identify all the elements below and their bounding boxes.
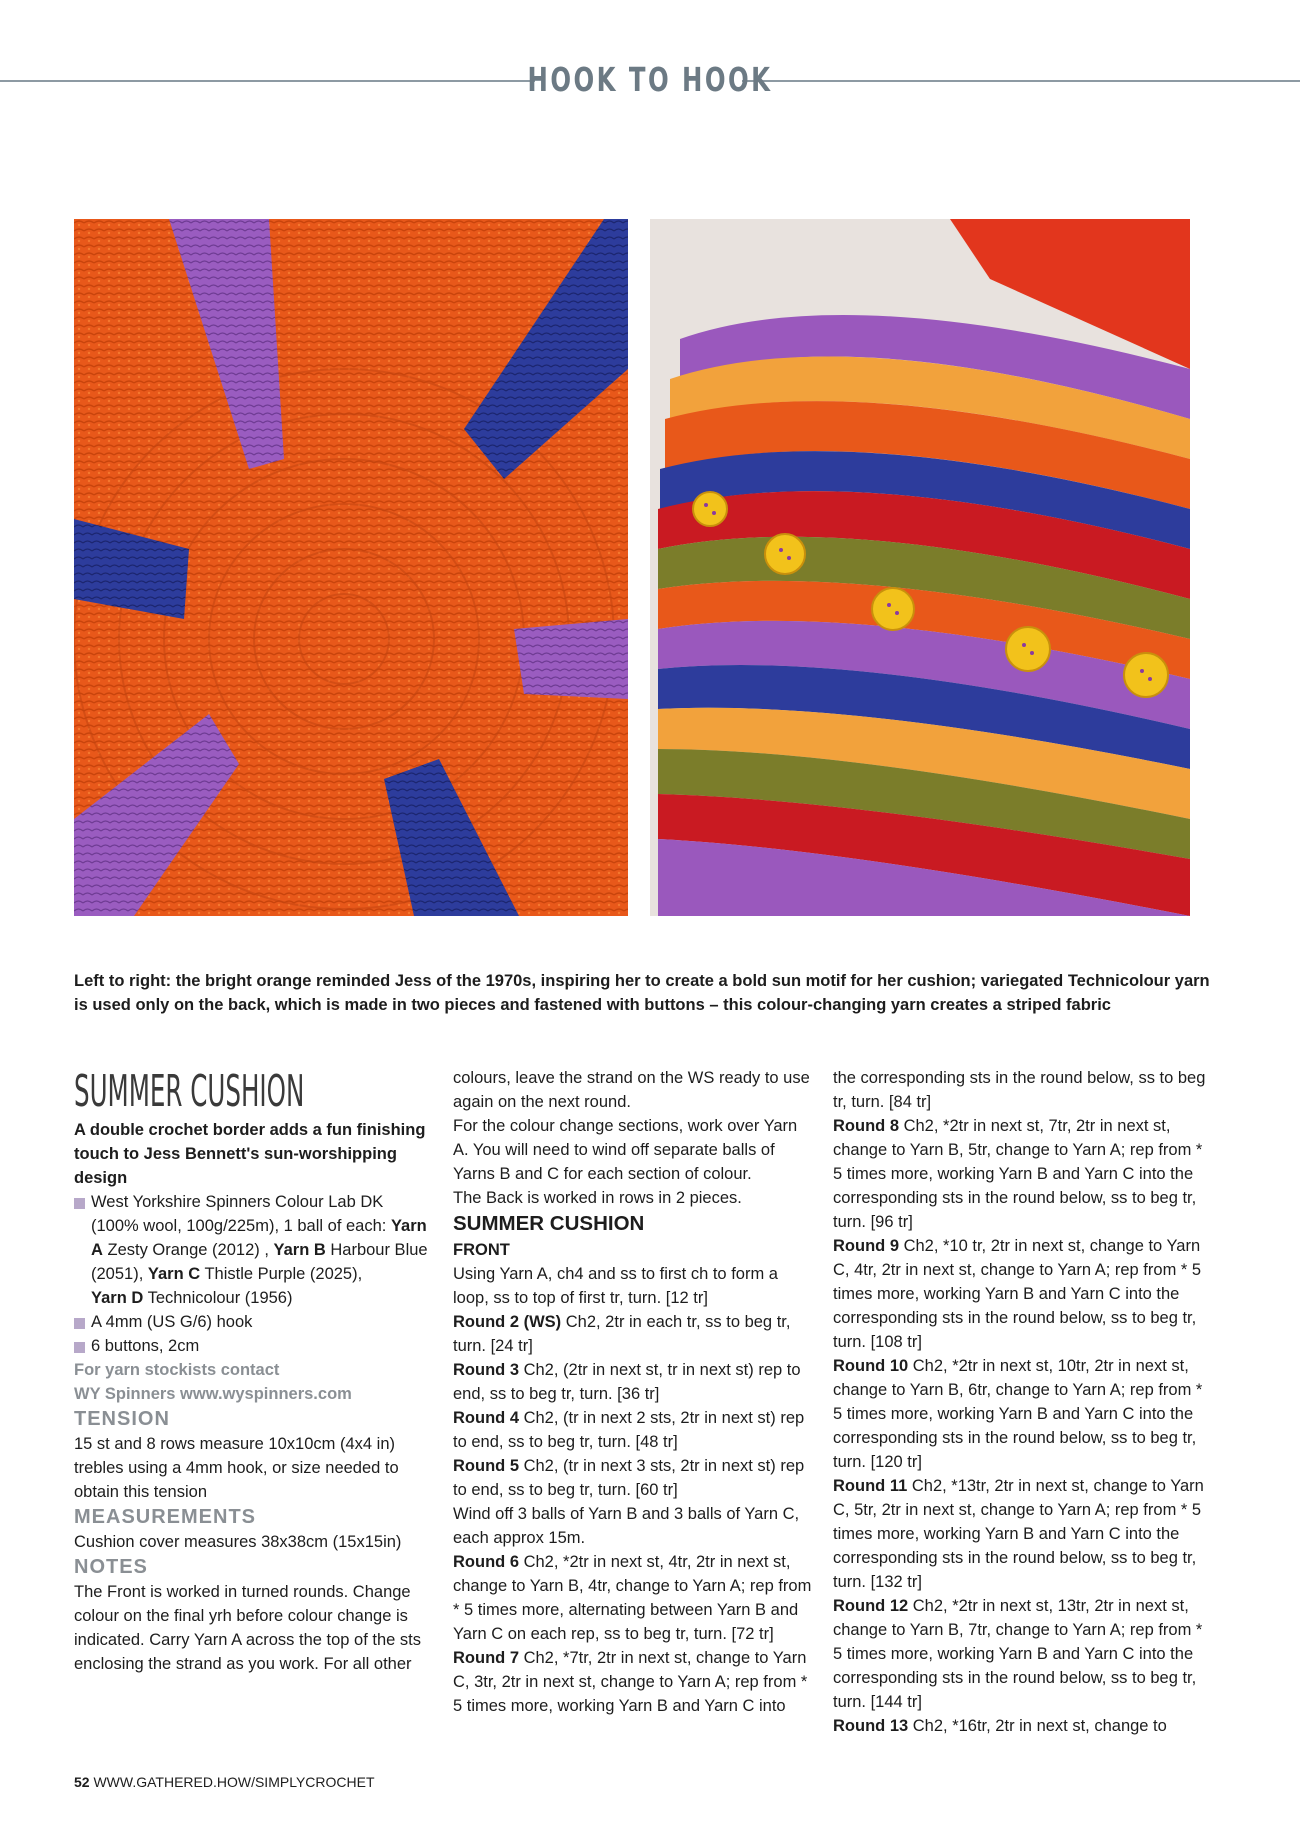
stockists-line-2[interactable]: WY Spinners www.wyspinners.com bbox=[74, 1385, 352, 1403]
round-label: Round 13 bbox=[833, 1717, 909, 1735]
round-instruction bbox=[833, 1114, 1208, 1234]
yarn-d-text: Technicolour (1956) bbox=[143, 1289, 293, 1307]
yarn-intro: West Yorkshire Spinners Colour Lab DK (100% wool, 100g/225m), 1 ball of each: bbox=[91, 1193, 391, 1235]
round-label: Round 11 bbox=[833, 1477, 908, 1495]
striped-cushion-back-photo bbox=[650, 219, 1190, 916]
round-text: Ch2, *16tr, 2tr in next st, change to bbox=[908, 1717, 1167, 1735]
notes-heading: NOTES bbox=[74, 1556, 148, 1578]
intro-paragraph-1: colours, leave the strand on the WS ready to use again on the next round. bbox=[453, 1069, 810, 1111]
round-instruction bbox=[453, 1358, 815, 1406]
wind-off-instruction: Wind off 3 balls of Yarn B and 3 balls of Yarn C, each approx 15m. bbox=[453, 1505, 800, 1547]
yarn-b-text: Harbour Blue (2051), bbox=[91, 1241, 428, 1283]
round-text: Ch2, (tr in next 2 sts, 2tr in next st) rep to end, ss to beg tr, turn. [48 tr] bbox=[453, 1409, 805, 1451]
pattern-title: SUMMER CUSHION bbox=[74, 1066, 305, 1117]
pattern-subtitle: A double crochet border adds a fun finishing touch to Jess Bennett's sun-worshipping design bbox=[74, 1121, 426, 1187]
materials-item-yarn bbox=[74, 1190, 434, 1310]
sun-cushion-photo bbox=[74, 219, 628, 916]
round-instruction bbox=[453, 1310, 815, 1358]
measurements-heading: MEASUREMENTS bbox=[74, 1506, 257, 1528]
tension-text: 15 st and 8 rows measure 10x10cm (4x4 in) trebles using a 4mm hook, or size needed to obtain this tension bbox=[74, 1435, 399, 1501]
round-text: Ch2, (tr in next 3 sts, 2tr in next st) rep to end, ss to beg tr, turn. [60 tr] bbox=[453, 1457, 805, 1499]
yarn-c-label: Yarn C bbox=[147, 1265, 201, 1283]
round-text: Ch2, *2tr in next st, 4tr, 2tr in next st, change to Yarn B, 4tr, change to Yarn A; rep from * 5 times more, alternating between Yarn B and Yarn C on each rep, ss to beg tr, turn. [72 tr] bbox=[453, 1553, 812, 1643]
continued-text: the corresponding sts in the round below, ss to beg tr, turn. [84 tr] bbox=[833, 1069, 1206, 1111]
round-label: Round 3 bbox=[453, 1361, 519, 1379]
round-label: Round 2 (WS) bbox=[453, 1313, 562, 1331]
yarn-a-label: Yarn A bbox=[91, 1217, 427, 1259]
yarn-c-text: Thistle Purple (2025), bbox=[200, 1265, 363, 1283]
yarn-a-text: Zesty Orange (2012) , bbox=[102, 1241, 274, 1259]
round-label: Round 5 bbox=[453, 1457, 519, 1475]
round-text: Ch2, *2tr in next st, 13tr, 2tr in next st, change to Yarn B, 7tr, change to Yarn A; rep from * 5 times more, working Yarn B and Yarn C into the corresponding sts in the round below, ss to beg tr, turn. [144 tr] bbox=[833, 1597, 1203, 1711]
round-label: Round 7 bbox=[453, 1649, 519, 1667]
round-label: Round 8 bbox=[833, 1117, 899, 1135]
materials-item-buttons: 6 buttons, 2cm bbox=[74, 1334, 434, 1358]
tension-heading: TENSION bbox=[74, 1408, 170, 1430]
round-label: Round 10 bbox=[833, 1357, 909, 1375]
column-1 bbox=[74, 1066, 434, 1676]
stockists-line-1: For yarn stockists contact bbox=[74, 1361, 280, 1379]
round-instruction bbox=[453, 1646, 815, 1718]
round-text: Ch2, *7tr, 2tr in next st, change to Yarn C, 3tr, 2tr in next st, change to Yarn A; rep from * 5 times more, working Yarn B and Yarn C into bbox=[453, 1649, 808, 1715]
round-label: Round 6 bbox=[453, 1553, 519, 1571]
materials-item-hook: A 4mm (US G/6) hook bbox=[74, 1310, 434, 1334]
column-3 bbox=[833, 1066, 1208, 1738]
intro-paragraph-3: The Back is worked in rows in 2 pieces. bbox=[453, 1189, 742, 1207]
photo-caption: Left to right: the bright orange reminded Jess of the 1970s, inspiring her to create a bold sun motif for her cushion; variegated Technicolour yarn is used only on the back, which is made in two pieces and fastened with buttons – this colour-changing yarn creates a striped fabric bbox=[74, 972, 1210, 1014]
notes-text: The Front is worked in turned rounds. Change colour on the final yrh before colour change is indicated. Carry Yarn A across the top of the sts enclosing the strand as you work. For all other bbox=[74, 1583, 421, 1673]
section-title: HOOK TO HOOK bbox=[527, 60, 773, 99]
yarn-b-label: Yarn B bbox=[273, 1241, 326, 1259]
intro-paragraph-2: For the colour change sections, work over Yarn A. You will need to wind off separate balls of Yarns B and C for each section of colour. bbox=[453, 1117, 798, 1183]
column-2 bbox=[453, 1066, 815, 1718]
round-text: Ch2, *2tr in next st, 7tr, 2tr in next st, change to Yarn B, 5tr, change to Yarn A; rep from * 5 times more, working Yarn B and Yarn C into the corresponding sts in the round below, ss to beg tr, turn. [96 tr] bbox=[833, 1117, 1203, 1231]
pattern-heading: SUMMER CUSHION bbox=[453, 1212, 645, 1235]
round-text: Ch2, (2tr in next st, tr in next st) rep to end, ss to beg tr, turn. [36 tr] bbox=[453, 1361, 801, 1403]
round-label: Round 4 bbox=[453, 1409, 519, 1427]
round-1-instruction: Using Yarn A, ch4 and ss to first ch to form a loop, ss to top of first tr, turn. [12 tr] bbox=[453, 1265, 778, 1307]
measurements-text: Cushion cover measures 38x38cm (15x15in) bbox=[74, 1533, 402, 1551]
round-instruction bbox=[833, 1594, 1208, 1714]
round-instruction bbox=[833, 1354, 1208, 1474]
round-instruction bbox=[833, 1474, 1208, 1594]
round-instruction bbox=[833, 1234, 1208, 1354]
round-label: Round 9 bbox=[833, 1237, 899, 1255]
round-instruction bbox=[453, 1550, 815, 1646]
round-text: Ch2, *10 tr, 2tr in next st, change to Yarn C, 4tr, 2tr in next st, change to Yarn A; rep from * 5 times more, working Yarn B and Yarn C into the corresponding sts in the round below, ss to beg tr, turn. [108 tr] bbox=[833, 1237, 1202, 1351]
yarn-d-label: Yarn D bbox=[91, 1289, 144, 1307]
round-text: Ch2, 2tr in each tr, ss to beg tr, turn. [24 tr] bbox=[453, 1313, 791, 1355]
round-instruction bbox=[833, 1714, 1208, 1738]
page-number: 52 bbox=[74, 1774, 90, 1790]
footer-url[interactable]: WWW.GATHERED.HOW/SIMPLYCROCHET bbox=[93, 1774, 375, 1790]
round-text: Ch2, *13tr, 2tr in next st, change to Yarn C, 5tr, 2tr in next st, change to Yarn A; rep from * 5 times more, working Yarn B and Yarn C into the corresponding sts in the round below, ss to beg tr, turn. [132 tr] bbox=[833, 1477, 1204, 1591]
front-subheading: FRONT bbox=[453, 1241, 510, 1259]
round-instruction bbox=[453, 1406, 815, 1454]
page-footer bbox=[74, 1774, 375, 1790]
round-text: Ch2, *2tr in next st, 10tr, 2tr in next st, change to Yarn B, 6tr, change to Yarn A; rep from * 5 times more, working Yarn B and Yarn C into the corresponding sts in the round below, ss to beg tr, turn. [120 tr] bbox=[833, 1357, 1203, 1471]
round-label: Round 12 bbox=[833, 1597, 909, 1615]
round-instruction bbox=[453, 1454, 815, 1502]
